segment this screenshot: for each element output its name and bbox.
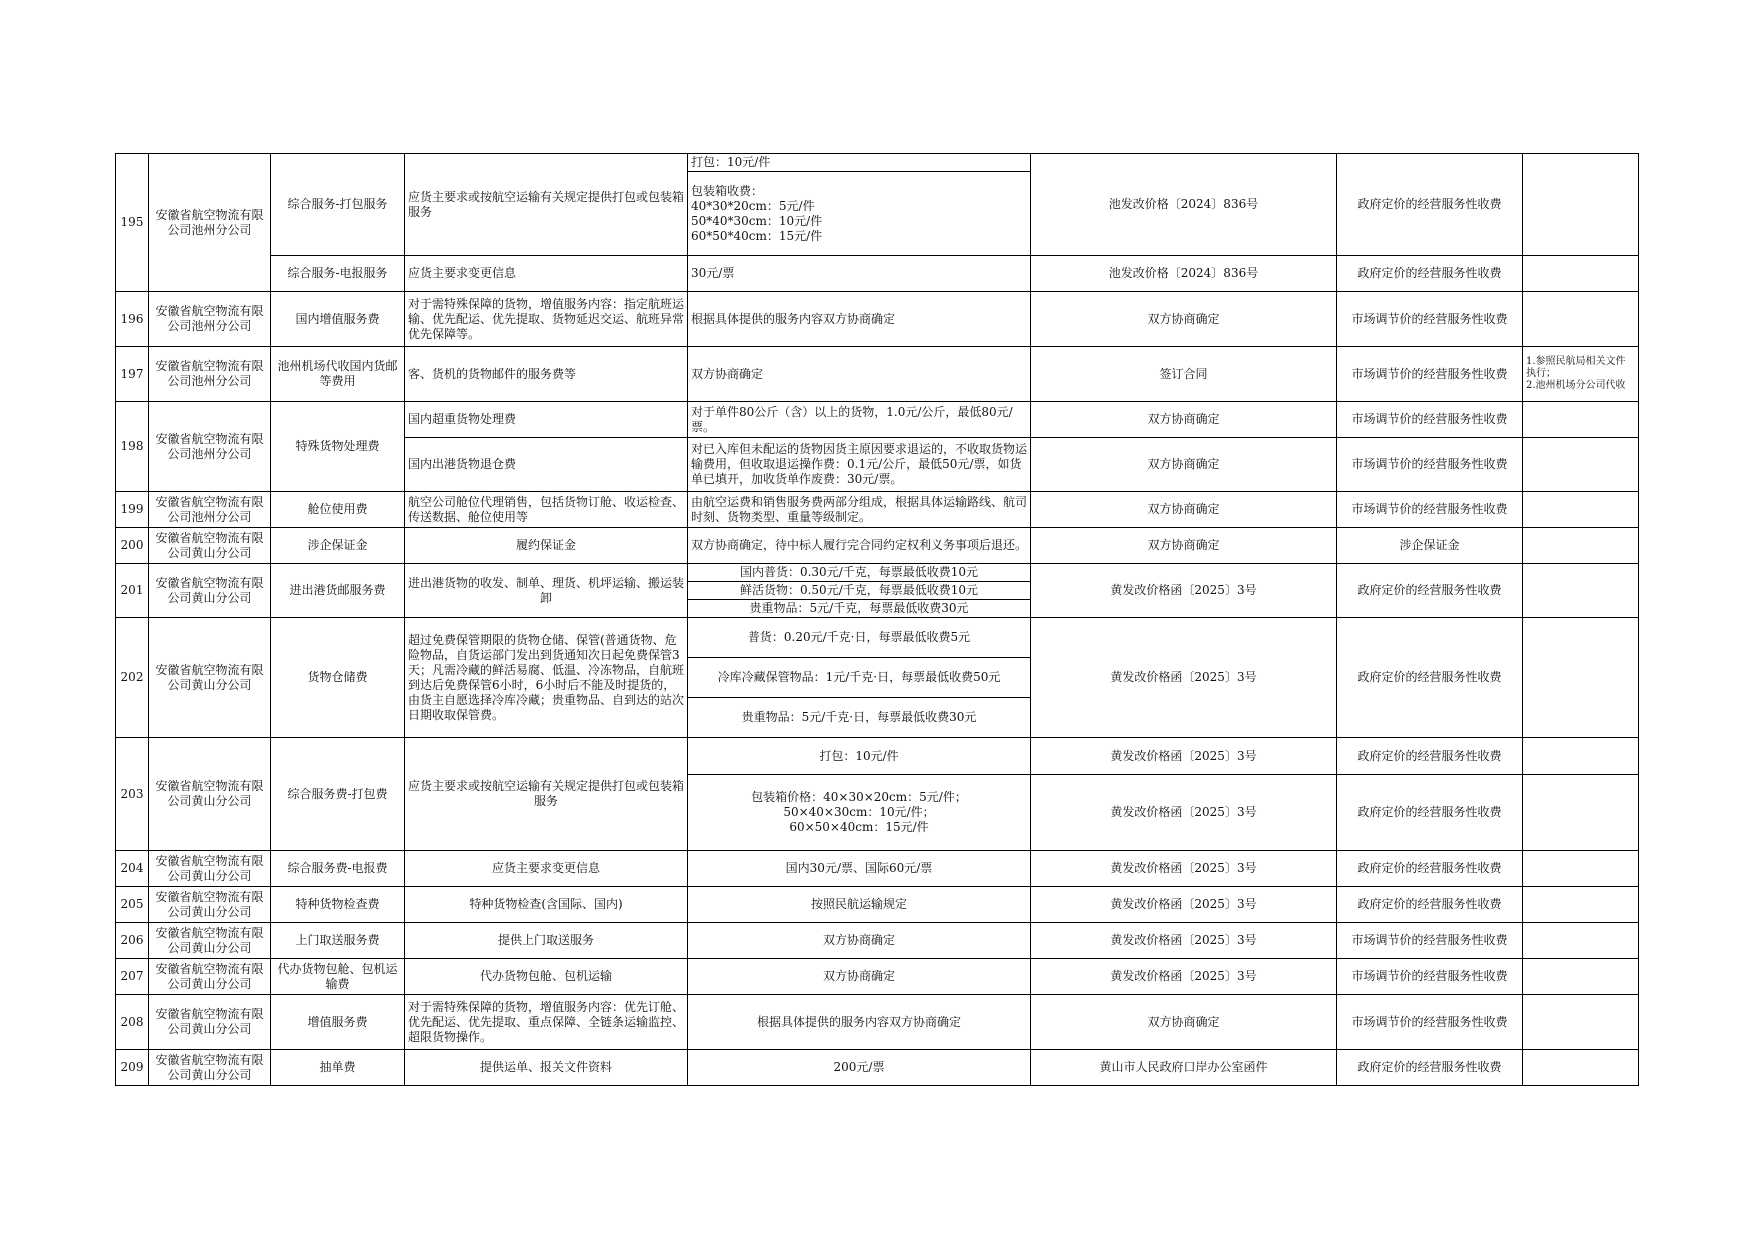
price-cell: 对已入库但未配运的货物因货主原因要求退运的，不收取货物运输费用，但收取退运操作费：0.1元/公斤，最低50元/票，如货单已填开，加收货单作废费：30元/票。	[688, 438, 1031, 492]
price-cell: 打包：10元/件	[688, 154, 1031, 172]
company-cell: 安徽省航空物流有限公司池州分公司	[149, 492, 271, 528]
basis-cell: 池发改价格〔2024〕836号	[1031, 154, 1337, 256]
item-cell: 抽单费	[271, 1050, 405, 1086]
content-cell: 提供运单、报关文件资料	[405, 1050, 688, 1086]
table-row	[116, 887, 1639, 923]
content-cell: 应货主要求变更信息	[405, 256, 688, 292]
price-cell: 双方协商确定	[688, 959, 1031, 995]
type-cell: 市场调节价的经营服务性收费	[1337, 438, 1523, 492]
type-cell: 政府定价的经营服务性收费	[1337, 738, 1523, 775]
row-number: 202	[116, 618, 149, 738]
table-row	[116, 347, 1639, 402]
type-cell: 市场调节价的经营服务性收费	[1337, 492, 1523, 528]
company-cell: 安徽省航空物流有限公司黄山分公司	[149, 887, 271, 923]
item-cell: 综合服务-打包服务	[271, 154, 405, 256]
row-number: 197	[116, 347, 149, 402]
basis-cell: 池发改价格〔2024〕836号	[1031, 256, 1337, 292]
row-number: 200	[116, 528, 149, 564]
table-row	[116, 528, 1639, 564]
row-number: 204	[116, 851, 149, 887]
row-number: 206	[116, 923, 149, 959]
type-cell: 市场调节价的经营服务性收费	[1337, 402, 1523, 438]
basis-cell: 黄发改价格函〔2025〕3号	[1031, 618, 1337, 738]
basis-cell: 双方协商确定	[1031, 402, 1337, 438]
content-cell: 客、货机的货物邮件的服务费等	[405, 347, 688, 402]
type-cell: 涉企保证金	[1337, 528, 1523, 564]
item-cell: 综合服务费-打包费	[271, 738, 405, 851]
item-cell: 综合服务费-电报费	[271, 851, 405, 887]
price-cell: 普货：0.20元/千克·日，每票最低收费5元	[688, 618, 1031, 658]
content-cell: 对于需特殊保障的货物，增值服务内容：优先订舱、优先配运、优先提取、重点保障、全链条运输监控、超限货物操作。	[405, 995, 688, 1050]
type-cell: 市场调节价的经营服务性收费	[1337, 347, 1523, 402]
content-cell: 应货主要求或按航空运输有关规定提供打包或包装箱服务	[405, 738, 688, 851]
basis-cell: 黄山市人民政府口岸办公室函件	[1031, 1050, 1337, 1086]
row-number: 203	[116, 738, 149, 851]
note-cell: 1.参照民航局相关文件执行； 2.池州机场分公司代收	[1523, 347, 1639, 402]
content-cell: 履约保证金	[405, 528, 688, 564]
table-row	[116, 959, 1639, 995]
item-cell: 上门取送服务费	[271, 923, 405, 959]
note-cell	[1523, 528, 1639, 564]
content-cell: 国内超重货物处理费	[405, 402, 688, 438]
content-cell: 对于需特殊保障的货物，增值服务内容：指定航班运输、优先配运、优先提取、货物延迟交运、航班异常优先保障等。	[405, 292, 688, 347]
item-cell: 涉企保证金	[271, 528, 405, 564]
basis-cell: 黄发改价格函〔2025〕3号	[1031, 923, 1337, 959]
item-cell: 池州机场代收国内货邮等费用	[271, 347, 405, 402]
price-cell: 国内30元/票、国际60元/票	[688, 851, 1031, 887]
price-cell: 200元/票	[688, 1050, 1031, 1086]
price-cell: 双方协商确定	[688, 923, 1031, 959]
basis-cell: 双方协商确定	[1031, 492, 1337, 528]
price-cell: 30元/票	[688, 256, 1031, 292]
type-cell: 市场调节价的经营服务性收费	[1337, 995, 1523, 1050]
basis-cell: 黄发改价格函〔2025〕3号	[1031, 738, 1337, 775]
company-cell: 安徽省航空物流有限公司黄山分公司	[149, 618, 271, 738]
company-cell: 安徽省航空物流有限公司黄山分公司	[149, 959, 271, 995]
note-cell	[1523, 618, 1639, 738]
price-cell: 鲜活货物：0.50元/千克，每票最低收费10元	[688, 582, 1031, 600]
row-number: 205	[116, 887, 149, 923]
company-cell: 安徽省航空物流有限公司黄山分公司	[149, 851, 271, 887]
company-cell: 安徽省航空物流有限公司黄山分公司	[149, 528, 271, 564]
type-cell: 市场调节价的经营服务性收费	[1337, 923, 1523, 959]
item-cell: 代办货物包舱、包机运输费	[271, 959, 405, 995]
table-row	[116, 1050, 1639, 1086]
note-cell	[1523, 923, 1639, 959]
price-cell: 国内普货：0.30元/千克，每票最低收费10元	[688, 564, 1031, 582]
company-cell: 安徽省航空物流有限公司池州分公司	[149, 402, 271, 492]
type-cell: 政府定价的经营服务性收费	[1337, 887, 1523, 923]
row-number: 208	[116, 995, 149, 1050]
price-cell: 双方协商确定，待中标人履行完合同约定权利义务事项后退还。	[688, 528, 1031, 564]
table-row	[116, 618, 1639, 658]
table-row	[116, 256, 1639, 292]
note-cell	[1523, 564, 1639, 618]
item-cell: 舱位使用费	[271, 492, 405, 528]
row-number: 196	[116, 292, 149, 347]
basis-cell: 黄发改价格函〔2025〕3号	[1031, 887, 1337, 923]
row-number: 201	[116, 564, 149, 618]
type-cell: 政府定价的经营服务性收费	[1337, 564, 1523, 618]
table-row	[116, 564, 1639, 582]
content-cell: 特种货物检查(含国际、国内)	[405, 887, 688, 923]
type-cell: 政府定价的经营服务性收费	[1337, 154, 1523, 256]
company-cell: 安徽省航空物流有限公司黄山分公司	[149, 564, 271, 618]
type-cell: 政府定价的经营服务性收费	[1337, 256, 1523, 292]
type-cell: 政府定价的经营服务性收费	[1337, 618, 1523, 738]
company-cell: 安徽省航空物流有限公司黄山分公司	[149, 995, 271, 1050]
fee-table	[115, 153, 1639, 1086]
note-cell	[1523, 851, 1639, 887]
row-number: 195	[116, 154, 149, 292]
note-cell	[1523, 154, 1639, 256]
note-cell	[1523, 256, 1639, 292]
item-cell: 特种货物检查费	[271, 887, 405, 923]
type-cell: 政府定价的经营服务性收费	[1337, 1050, 1523, 1086]
type-cell: 政府定价的经营服务性收费	[1337, 775, 1523, 851]
price-cell: 贵重物品：5元/千克，每票最低收费30元	[688, 600, 1031, 618]
basis-cell: 签订合同	[1031, 347, 1337, 402]
price-cell: 包装箱收费： 40*30*20cm：5元/件 50*40*30cm：10元/件 60*50*40cm：15元/件	[688, 172, 1031, 256]
price-cell: 双方协商确定	[688, 347, 1031, 402]
company-cell: 安徽省航空物流有限公司黄山分公司	[149, 738, 271, 851]
basis-cell: 双方协商确定	[1031, 292, 1337, 347]
content-cell: 进出港货物的收发、制单、理货、机坪运输、搬运装卸	[405, 564, 688, 618]
type-cell: 市场调节价的经营服务性收费	[1337, 959, 1523, 995]
table-row	[116, 154, 1639, 172]
note-cell	[1523, 402, 1639, 438]
price-cell: 按照民航运输规定	[688, 887, 1031, 923]
basis-cell: 双方协商确定	[1031, 528, 1337, 564]
type-cell: 市场调节价的经营服务性收费	[1337, 292, 1523, 347]
table-row	[116, 738, 1639, 775]
content-cell: 提供上门取送服务	[405, 923, 688, 959]
company-cell: 安徽省航空物流有限公司池州分公司	[149, 347, 271, 402]
note-cell	[1523, 738, 1639, 775]
content-cell: 代办货物包舱、包机运输	[405, 959, 688, 995]
table-row	[116, 923, 1639, 959]
table-row	[116, 402, 1639, 438]
item-cell: 综合服务-电报服务	[271, 256, 405, 292]
note-cell	[1523, 887, 1639, 923]
content-cell: 应货主要求变更信息	[405, 851, 688, 887]
row-number: 198	[116, 402, 149, 492]
price-cell: 根据具体提供的服务内容双方协商确定	[688, 292, 1031, 347]
item-cell: 进出港货邮服务费	[271, 564, 405, 618]
item-cell: 特殊货物处理费	[271, 402, 405, 492]
content-cell: 应货主要求或按航空运输有关规定提供打包或包装箱服务	[405, 154, 688, 256]
table-row	[116, 492, 1639, 528]
note-cell	[1523, 492, 1639, 528]
note-cell	[1523, 292, 1639, 347]
note-cell	[1523, 959, 1639, 995]
content-cell: 国内出港货物退仓费	[405, 438, 688, 492]
price-cell: 包装箱价格：40×30×20cm：5元/件； 50×40×30cm：10元/件； 60×50×40cm：15元/件	[688, 775, 1031, 851]
company-cell: 安徽省航空物流有限公司黄山分公司	[149, 923, 271, 959]
item-cell: 货物仓储费	[271, 618, 405, 738]
row-number: 209	[116, 1050, 149, 1086]
basis-cell: 黄发改价格函〔2025〕3号	[1031, 564, 1337, 618]
company-cell: 安徽省航空物流有限公司池州分公司	[149, 154, 271, 292]
item-cell: 国内增值服务费	[271, 292, 405, 347]
basis-cell: 黄发改价格函〔2025〕3号	[1031, 851, 1337, 887]
row-number: 207	[116, 959, 149, 995]
content-cell: 航空公司舱位代理销售，包括货物订舱、收运检查、传送数据、舱位使用等	[405, 492, 688, 528]
note-cell	[1523, 1050, 1639, 1086]
table-row	[116, 292, 1639, 347]
basis-cell: 双方协商确定	[1031, 995, 1337, 1050]
company-cell: 安徽省航空物流有限公司黄山分公司	[149, 1050, 271, 1086]
company-cell: 安徽省航空物流有限公司池州分公司	[149, 292, 271, 347]
price-cell: 冷库冷藏保管物品：1元/千克·日，每票最低收费50元	[688, 658, 1031, 698]
basis-cell: 黄发改价格函〔2025〕3号	[1031, 959, 1337, 995]
price-cell: 打包：10元/件	[688, 738, 1031, 775]
table-row	[116, 995, 1639, 1050]
basis-cell: 黄发改价格函〔2025〕3号	[1031, 775, 1337, 851]
price-cell: 由航空运费和销售服务费两部分组成，根据具体运输路线、航司时刻、货物类型、重量等级制定。	[688, 492, 1031, 528]
type-cell: 政府定价的经营服务性收费	[1337, 851, 1523, 887]
note-cell	[1523, 438, 1639, 492]
price-cell: 根据具体提供的服务内容双方协商确定	[688, 995, 1031, 1050]
item-cell: 增值服务费	[271, 995, 405, 1050]
price-cell: 贵重物品：5元/千克·日，每票最低收费30元	[688, 698, 1031, 738]
price-cell: 对于单件80公斤（含）以上的货物，1.0元/公斤，最低80元/票。	[688, 402, 1031, 438]
note-cell	[1523, 995, 1639, 1050]
note-cell	[1523, 775, 1639, 851]
content-cell: 超过免费保管期限的货物仓储、保管(普通货物、危险物品，自货运部门发出到货通知次日起免费保管3天；凡需冷藏的鲜活易腐、低温、冷冻物品，自航班到达后免费保管6小时，6小时后不能及时提货的，由货主自愿选择冷库冷藏；贵重物品、自到达的站次日期收取保管费。	[405, 618, 688, 738]
basis-cell: 双方协商确定	[1031, 438, 1337, 492]
table-row	[116, 851, 1639, 887]
row-number: 199	[116, 492, 149, 528]
